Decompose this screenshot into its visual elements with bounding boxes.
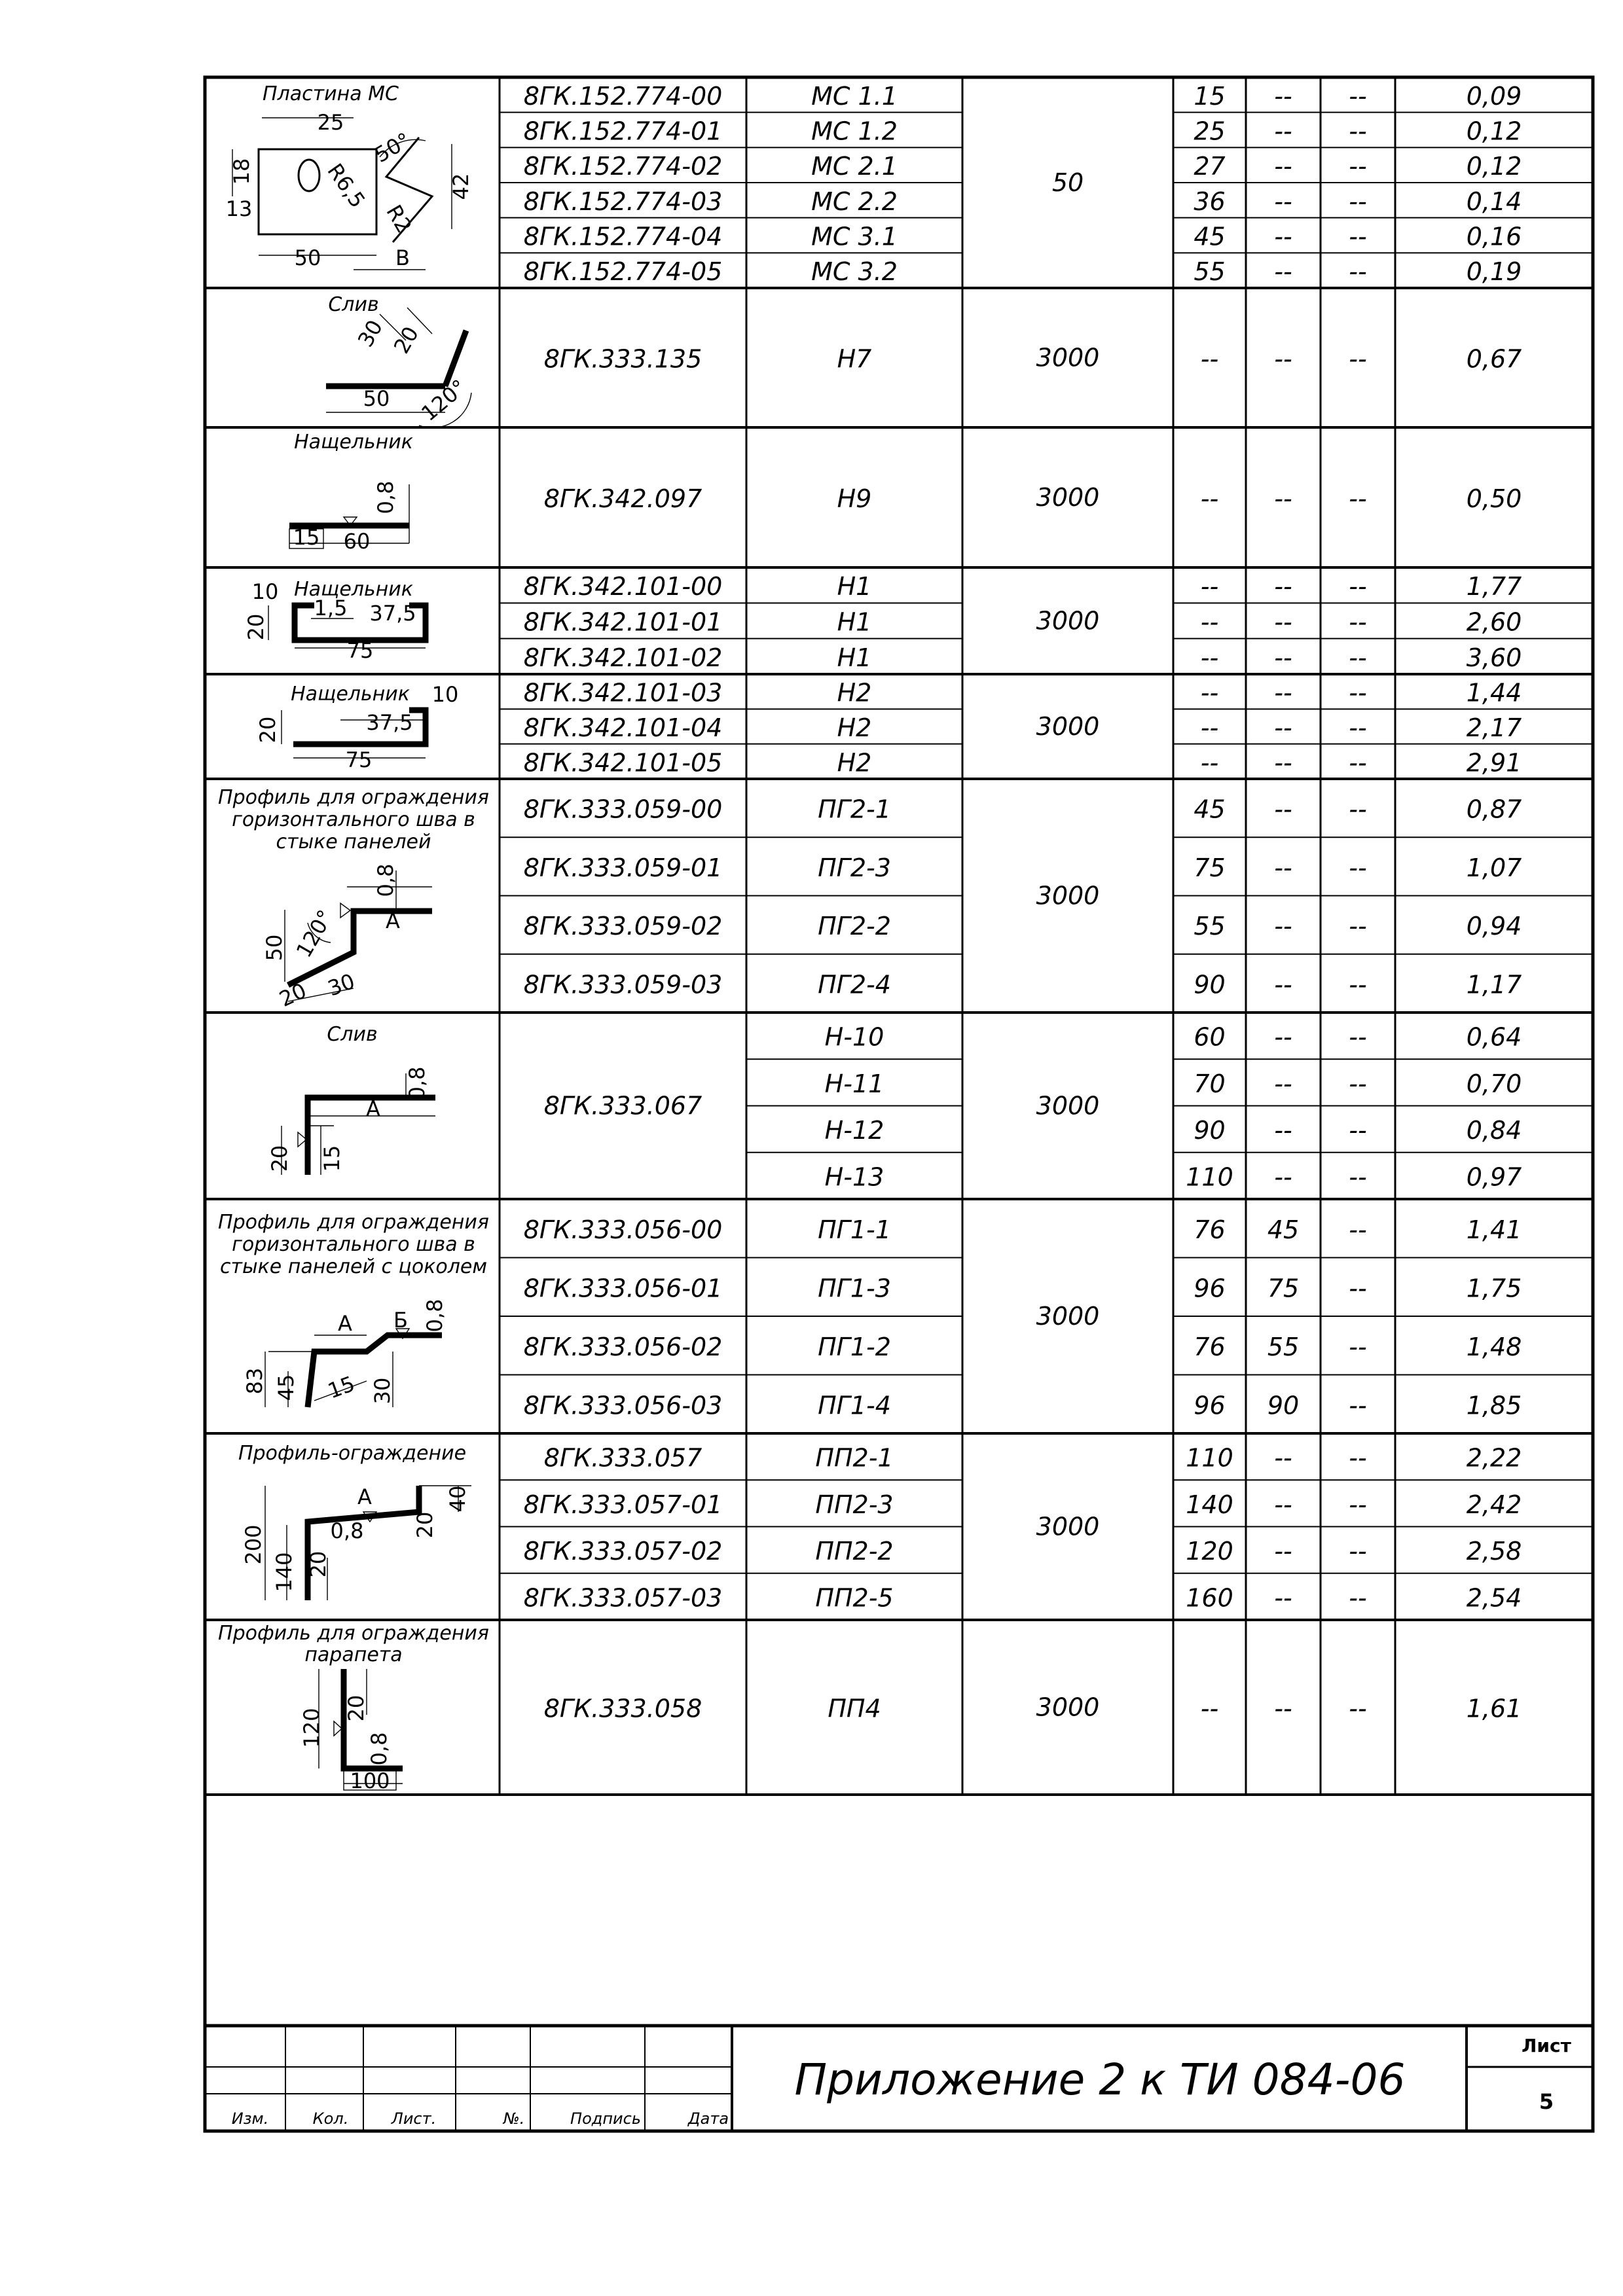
dim-label: 0,8 bbox=[373, 480, 398, 514]
dim-label: 120 bbox=[299, 1708, 324, 1748]
mass-cell: 0,97 bbox=[1466, 1162, 1522, 1192]
dimension-a-cell: -- bbox=[1200, 1694, 1219, 1723]
caption-parapet-2: парапета bbox=[304, 1643, 403, 1666]
designation-cell: 8ГК.333.057 bbox=[543, 1443, 702, 1473]
mark-cell: ПГ2-1 bbox=[818, 795, 891, 824]
dimension-b-cell: -- bbox=[1274, 1490, 1292, 1519]
dimension-a-cell: 90 bbox=[1194, 970, 1226, 999]
title-block bbox=[205, 2026, 1593, 2131]
caption-profile-pg1-1: Профиль для ограждения bbox=[218, 1211, 489, 1234]
caption-cover-h1: Нащельник bbox=[294, 578, 413, 601]
dimension-b-cell: -- bbox=[1274, 1583, 1292, 1613]
dimension-b-cell: -- bbox=[1274, 257, 1292, 287]
dimension-c-cell: -- bbox=[1349, 187, 1367, 216]
dim-label: 50 bbox=[262, 934, 287, 961]
length-cell: 3000 bbox=[1036, 343, 1100, 372]
caption-profile-pg2-1: Профиль для ограждения bbox=[218, 786, 489, 809]
dimension-c-cell: -- bbox=[1349, 1490, 1367, 1519]
dimension-c-cell: -- bbox=[1349, 1274, 1367, 1303]
designation-cell: 8ГК.342.101-02 bbox=[523, 643, 723, 672]
dimension-b-cell: -- bbox=[1274, 81, 1292, 111]
dim-label: 25 bbox=[317, 110, 344, 135]
dim-label: 20 bbox=[275, 978, 310, 1012]
dim-label: 15 bbox=[293, 525, 320, 550]
dim-label: R2 bbox=[381, 200, 417, 238]
dimension-a-cell: 15 bbox=[1194, 81, 1226, 111]
dim-label: 75 bbox=[345, 747, 373, 772]
dimension-c-cell: -- bbox=[1349, 713, 1367, 742]
dim-label: 1,5 bbox=[314, 596, 348, 620]
mark-cell: Н7 bbox=[837, 344, 872, 374]
dimension-b-cell: -- bbox=[1274, 912, 1292, 941]
mass-cell: 1,41 bbox=[1466, 1215, 1522, 1244]
dimension-c-cell: -- bbox=[1349, 152, 1367, 181]
dim-label: 18 bbox=[229, 158, 254, 185]
mark-cell: МС 3.1 bbox=[811, 222, 898, 251]
dimension-a-cell: 120 bbox=[1186, 1537, 1233, 1566]
mass-cell: 0,70 bbox=[1466, 1069, 1522, 1098]
dimension-c-cell: -- bbox=[1349, 643, 1367, 672]
mass-cell: 1,44 bbox=[1466, 678, 1522, 708]
dim-label: Б bbox=[393, 1308, 408, 1333]
dim-label: 37,5 bbox=[366, 710, 413, 735]
dimension-a-cell: -- bbox=[1200, 678, 1219, 708]
dimension-b-cell: -- bbox=[1274, 152, 1292, 181]
dimension-b-cell: -- bbox=[1274, 643, 1292, 672]
dimension-a-cell: -- bbox=[1200, 344, 1219, 374]
dimension-b-cell: -- bbox=[1274, 1022, 1292, 1052]
length-cell: 3000 bbox=[1036, 1512, 1100, 1541]
caption-profile-pg1-3: стыке панелей с цоколем bbox=[219, 1255, 488, 1278]
dim-label: 140 bbox=[272, 1552, 297, 1592]
dimension-a-cell: 96 bbox=[1194, 1391, 1226, 1420]
dimension-c-cell: -- bbox=[1349, 748, 1367, 778]
designation-cell: 8ГК.333.059-00 bbox=[523, 795, 723, 824]
caption-cover-h2: Нащельник bbox=[291, 683, 410, 706]
mark-cell: ПГ2-2 bbox=[818, 912, 891, 941]
dim-label: 20 bbox=[344, 1695, 369, 1722]
dimension-a-cell: 55 bbox=[1194, 912, 1226, 941]
dim-label: 40 bbox=[445, 1485, 470, 1513]
dim-label: А bbox=[338, 1311, 352, 1336]
dimension-c-cell: -- bbox=[1349, 1537, 1367, 1566]
designation-cell: 8ГК.342.097 bbox=[543, 484, 702, 513]
dimension-c-cell: -- bbox=[1349, 344, 1367, 374]
dim-label: 120° bbox=[291, 905, 338, 962]
dimension-a-cell: 75 bbox=[1194, 853, 1226, 882]
mass-cell: 1,48 bbox=[1466, 1332, 1522, 1361]
mark-cell: МС 2.2 bbox=[811, 187, 898, 216]
designation-cell: 8ГК.333.059-01 bbox=[523, 853, 723, 882]
mass-cell: 0,67 bbox=[1466, 344, 1522, 374]
dimension-a-cell: -- bbox=[1200, 713, 1219, 742]
dimension-b-cell: -- bbox=[1274, 748, 1292, 778]
mass-cell: 2,42 bbox=[1466, 1490, 1522, 1519]
dimension-c-cell: -- bbox=[1349, 1162, 1367, 1192]
dim-label: R6,5 bbox=[322, 158, 371, 213]
mass-cell: 0,84 bbox=[1466, 1116, 1522, 1145]
length-cell: 3000 bbox=[1036, 1302, 1100, 1331]
length-cell: 3000 bbox=[1036, 483, 1100, 512]
dim-label: 37,5 bbox=[369, 601, 416, 626]
designation-cell: 8ГК.333.056-03 bbox=[523, 1391, 723, 1420]
designation-cell: 8ГК.333.059-03 bbox=[523, 970, 723, 999]
mass-cell: 0,16 bbox=[1466, 222, 1522, 251]
designation-cell: 8ГК.333.067 bbox=[543, 1091, 702, 1121]
caption-profile-pg2-3: стыке панелей bbox=[276, 831, 431, 853]
length-cell: 3000 bbox=[1036, 712, 1100, 741]
mass-cell: 1,75 bbox=[1466, 1274, 1522, 1303]
mark-cell: ПГ1-3 bbox=[818, 1274, 891, 1303]
mark-cell: Н2 bbox=[837, 713, 872, 742]
caption-parapet-1: Профиль для ограждения bbox=[218, 1622, 489, 1645]
dimension-a-cell: -- bbox=[1200, 748, 1219, 778]
dim-label: 20 bbox=[267, 1145, 292, 1172]
dim-label: 20 bbox=[306, 1551, 331, 1578]
mass-cell: 0,14 bbox=[1466, 187, 1522, 216]
dimension-a-cell: 36 bbox=[1194, 187, 1226, 216]
dim-label: 15 bbox=[324, 1371, 358, 1404]
mark-cell: Н2 bbox=[837, 748, 872, 778]
dim-label: 15 bbox=[319, 1145, 344, 1172]
title-header-signature: Подпись bbox=[570, 2109, 641, 2128]
mark-cell: ПГ2-4 bbox=[818, 970, 891, 999]
dimension-b-cell: -- bbox=[1274, 117, 1292, 146]
designation-cell: 8ГК.333.057-01 bbox=[523, 1490, 723, 1519]
dimension-a-cell: 140 bbox=[1186, 1490, 1233, 1519]
mark-cell: МС 2.1 bbox=[811, 152, 898, 181]
title-header-list: Лист. bbox=[391, 2109, 437, 2128]
dim-label: В bbox=[395, 245, 410, 270]
mark-cell: ПП4 bbox=[828, 1694, 881, 1723]
mark-cell: Н2 bbox=[837, 678, 872, 708]
dimension-b-cell: -- bbox=[1274, 1069, 1292, 1098]
dimension-c-cell: -- bbox=[1349, 1215, 1367, 1244]
mass-cell: 1,07 bbox=[1466, 853, 1522, 882]
dim-label: А bbox=[357, 1484, 372, 1509]
mass-cell: 0,19 bbox=[1466, 257, 1522, 287]
dim-label: 30 bbox=[370, 1377, 395, 1405]
mass-cell: 2,91 bbox=[1466, 748, 1522, 778]
designation-cell: 8ГК.152.774-00 bbox=[523, 81, 723, 111]
designation-cell: 8ГК.342.101-04 bbox=[523, 713, 723, 742]
dim-label: 50° bbox=[370, 127, 415, 168]
title-header-izm: Изм. bbox=[231, 2109, 269, 2128]
designation-cell: 8ГК.333.056-00 bbox=[523, 1215, 723, 1244]
dimension-a-cell: 70 bbox=[1194, 1069, 1226, 1098]
dimension-b-cell: -- bbox=[1274, 795, 1292, 824]
dimension-b-cell: -- bbox=[1274, 222, 1292, 251]
dim-label: 20 bbox=[244, 613, 268, 641]
dimension-a-cell: 27 bbox=[1194, 152, 1226, 181]
designation-cell: 8ГК.152.774-04 bbox=[523, 222, 723, 251]
dimension-c-cell: -- bbox=[1349, 795, 1367, 824]
dimension-c-cell: -- bbox=[1349, 970, 1367, 999]
dimension-a-cell: 90 bbox=[1194, 1116, 1226, 1145]
dim-label: 0,8 bbox=[367, 1732, 392, 1766]
dimension-b-cell: 55 bbox=[1267, 1332, 1300, 1361]
dimension-a-cell: -- bbox=[1200, 643, 1219, 672]
dim-label: 120° bbox=[416, 374, 471, 426]
mass-cell: 0,12 bbox=[1466, 152, 1522, 181]
mark-cell: ПП2-3 bbox=[815, 1490, 894, 1519]
dim-label: А bbox=[366, 1096, 380, 1121]
dimension-a-cell: 110 bbox=[1186, 1162, 1233, 1192]
dimension-c-cell: -- bbox=[1349, 572, 1367, 601]
length-cell: 3000 bbox=[1036, 606, 1100, 636]
designation-cell: 8ГК.152.774-02 bbox=[523, 152, 723, 181]
mark-cell: ПГ1-1 bbox=[818, 1215, 891, 1244]
caption-profile-pg2-2: горизонтального шва в bbox=[232, 808, 475, 831]
dimension-b-cell: 45 bbox=[1267, 1215, 1300, 1244]
designation-cell: 8ГК.152.774-03 bbox=[523, 187, 723, 216]
dim-label: 30 bbox=[352, 315, 388, 351]
dimension-b-cell: -- bbox=[1274, 1443, 1292, 1473]
dimension-a-cell: 45 bbox=[1194, 222, 1226, 251]
mass-cell: 2,54 bbox=[1466, 1583, 1522, 1613]
dimension-c-cell: -- bbox=[1349, 1443, 1367, 1473]
dimension-a-cell: 25 bbox=[1194, 117, 1226, 146]
dimension-c-cell: -- bbox=[1349, 1391, 1367, 1420]
caption-cover-h9: Нащельник bbox=[294, 431, 413, 454]
dimension-b-cell: 75 bbox=[1267, 1274, 1300, 1303]
dimension-c-cell: -- bbox=[1349, 1022, 1367, 1052]
mark-cell: ПГ1-2 bbox=[818, 1332, 891, 1361]
designation-cell: 8ГК.333.056-01 bbox=[523, 1274, 723, 1303]
caption-drip-h10: Слив bbox=[327, 1023, 378, 1046]
mark-cell: МС 3.2 bbox=[811, 257, 898, 287]
dimension-a-cell: 76 bbox=[1194, 1332, 1226, 1361]
dimension-a-cell: 60 bbox=[1194, 1022, 1226, 1052]
length-cell: 3000 bbox=[1036, 1693, 1100, 1722]
mark-cell: Н-11 bbox=[824, 1069, 884, 1098]
mark-cell: ПГ1-4 bbox=[818, 1391, 891, 1420]
dimension-c-cell: -- bbox=[1349, 81, 1367, 111]
dim-label: 50 bbox=[363, 386, 390, 411]
dimension-c-cell: -- bbox=[1349, 117, 1367, 146]
mass-cell: 3,60 bbox=[1466, 643, 1522, 672]
dim-label: 0,8 bbox=[422, 1299, 447, 1333]
designation-cell: 8ГК.333.059-02 bbox=[523, 912, 723, 941]
dimension-c-cell: -- bbox=[1349, 484, 1367, 513]
caption-fence-pp2: Профиль-ограждение bbox=[238, 1442, 467, 1465]
dimension-a-cell: -- bbox=[1200, 607, 1219, 637]
designation-cell: 8ГК.333.057-02 bbox=[523, 1537, 723, 1566]
dim-label: 0,8 bbox=[405, 1066, 429, 1100]
mark-cell: Н1 bbox=[837, 643, 872, 672]
designation-cell: 8ГК.333.058 bbox=[543, 1694, 702, 1723]
dimension-a-cell: 55 bbox=[1194, 257, 1226, 287]
mass-cell: 2,60 bbox=[1466, 607, 1522, 637]
designation-cell: 8ГК.333.135 bbox=[543, 344, 702, 374]
designation-cell: 8ГК.342.101-05 bbox=[523, 748, 723, 778]
dimension-b-cell: -- bbox=[1274, 344, 1292, 374]
dimension-c-cell: -- bbox=[1349, 1583, 1367, 1613]
title-header-date: Дата bbox=[687, 2109, 729, 2128]
dim-label: 75 bbox=[346, 638, 374, 663]
designation-cell: 8ГК.342.101-00 bbox=[523, 572, 723, 601]
dimension-b-cell: -- bbox=[1274, 607, 1292, 637]
mark-cell: Н1 bbox=[837, 607, 872, 637]
designation-cell: 8ГК.152.774-05 bbox=[523, 257, 723, 287]
dim-label: 0,8 bbox=[330, 1518, 364, 1543]
mark-cell: Н-13 bbox=[824, 1162, 884, 1192]
dimension-a-cell: 110 bbox=[1186, 1443, 1233, 1473]
dimension-a-cell: 160 bbox=[1186, 1583, 1233, 1613]
dimension-a-cell: 96 bbox=[1194, 1274, 1226, 1303]
dimension-b-cell: -- bbox=[1274, 1162, 1292, 1192]
sheet-number: 5 bbox=[1539, 2089, 1554, 2114]
dimension-b-cell: -- bbox=[1274, 187, 1292, 216]
dim-label: 20 bbox=[412, 1511, 437, 1539]
title-header-kol: Кол. bbox=[312, 2109, 349, 2128]
dimension-b-cell: -- bbox=[1274, 678, 1292, 708]
designation-cell: 8ГК.333.057-03 bbox=[523, 1583, 723, 1613]
sheet-label: Лист bbox=[1522, 2035, 1571, 2056]
mark-cell: ПП2-2 bbox=[815, 1537, 894, 1566]
dimension-b-cell: -- bbox=[1274, 713, 1292, 742]
dimension-c-cell: -- bbox=[1349, 607, 1367, 637]
length-cell: 3000 bbox=[1036, 1091, 1100, 1121]
designation-cell: 8ГК.342.101-01 bbox=[523, 607, 723, 637]
dimension-b-cell: -- bbox=[1274, 1694, 1292, 1723]
dimension-b-cell: -- bbox=[1274, 1116, 1292, 1145]
mass-cell: 1,85 bbox=[1466, 1391, 1522, 1420]
dimension-a-cell: -- bbox=[1200, 572, 1219, 601]
length-cell: 50 bbox=[1051, 168, 1084, 197]
dimension-a-cell: 45 bbox=[1194, 795, 1226, 824]
mark-cell: Н-12 bbox=[824, 1116, 884, 1145]
mark-cell: ПГ2-3 bbox=[818, 853, 891, 882]
mass-cell: 0,64 bbox=[1466, 1022, 1522, 1052]
mark-cell: Н1 bbox=[837, 572, 872, 601]
mark-cell: МС 1.1 bbox=[811, 81, 898, 111]
mass-cell: 0,50 bbox=[1466, 484, 1522, 513]
mass-cell: 1,77 bbox=[1466, 572, 1522, 601]
mark-cell: Н-10 bbox=[824, 1022, 884, 1052]
length-cell: 3000 bbox=[1036, 881, 1100, 910]
caption-plate-ms: Пластина МС bbox=[263, 82, 399, 105]
caption-profile-pg1-2: горизонтального шва в bbox=[232, 1233, 475, 1256]
dimension-c-cell: -- bbox=[1349, 1116, 1367, 1145]
mass-cell: 1,17 bbox=[1466, 970, 1522, 999]
dim-label: 45 bbox=[274, 1374, 299, 1401]
dim-label: 100 bbox=[350, 1768, 390, 1793]
mark-cell: ПП2-5 bbox=[815, 1583, 894, 1613]
dim-label: 20 bbox=[388, 322, 424, 358]
dimension-b-cell: -- bbox=[1274, 853, 1292, 882]
dim-label: 50 bbox=[294, 245, 321, 270]
mark-cell: МС 1.2 bbox=[811, 117, 898, 146]
dim-label: 42 bbox=[448, 173, 473, 200]
dim-label: 83 bbox=[242, 1367, 267, 1395]
dimension-b-cell: -- bbox=[1274, 484, 1292, 513]
title-header-number: №. bbox=[503, 2109, 525, 2128]
designation-cell: 8ГК.342.101-03 bbox=[523, 678, 723, 708]
dimension-c-cell: -- bbox=[1349, 853, 1367, 882]
dimension-c-cell: -- bbox=[1349, 222, 1367, 251]
mass-cell: 0,94 bbox=[1466, 912, 1522, 941]
dimension-c-cell: -- bbox=[1349, 257, 1367, 287]
dim-label: 0,8 bbox=[373, 863, 398, 897]
dim-label: 20 bbox=[255, 716, 280, 744]
dimension-b-cell: -- bbox=[1274, 1537, 1292, 1566]
dimension-c-cell: -- bbox=[1349, 912, 1367, 941]
dim-label: 13 bbox=[225, 196, 253, 221]
dimension-a-cell: -- bbox=[1200, 484, 1219, 513]
designation-cell: 8ГК.152.774-01 bbox=[523, 117, 723, 146]
dim-label: 10 bbox=[251, 579, 279, 604]
dimension-b-cell: -- bbox=[1274, 572, 1292, 601]
dim-label: 200 bbox=[241, 1524, 266, 1565]
dim-label: 10 bbox=[431, 682, 459, 707]
mass-cell: 2,58 bbox=[1466, 1537, 1522, 1566]
mark-cell: Н9 bbox=[837, 484, 872, 513]
dimension-c-cell: -- bbox=[1349, 1694, 1367, 1723]
mass-cell: 0,09 bbox=[1466, 81, 1522, 111]
caption-drip-h7: Слив bbox=[328, 293, 379, 316]
dim-label: 60 bbox=[343, 529, 371, 554]
dimension-c-cell: -- bbox=[1349, 1332, 1367, 1361]
mass-cell: 0,87 bbox=[1466, 795, 1522, 824]
mass-cell: 2,17 bbox=[1466, 713, 1522, 742]
designation-cell: 8ГК.333.056-02 bbox=[523, 1332, 723, 1361]
dim-label: 30 bbox=[324, 968, 358, 1001]
table-body bbox=[524, 82, 1522, 1723]
mass-cell: 2,22 bbox=[1466, 1443, 1522, 1473]
mass-cell: 1,61 bbox=[1466, 1694, 1522, 1723]
dimension-c-cell: -- bbox=[1349, 678, 1367, 708]
document-title: Приложение 2 к ТИ 084-06 bbox=[794, 2054, 1406, 2105]
mass-cell: 0,12 bbox=[1466, 117, 1522, 146]
dimension-a-cell: 76 bbox=[1194, 1215, 1226, 1244]
dimension-c-cell: -- bbox=[1349, 1069, 1367, 1098]
dim-label: А bbox=[386, 908, 400, 933]
mark-cell: ПП2-1 bbox=[815, 1443, 894, 1473]
dimension-b-cell: 90 bbox=[1267, 1391, 1300, 1420]
dimension-b-cell: -- bbox=[1274, 970, 1292, 999]
